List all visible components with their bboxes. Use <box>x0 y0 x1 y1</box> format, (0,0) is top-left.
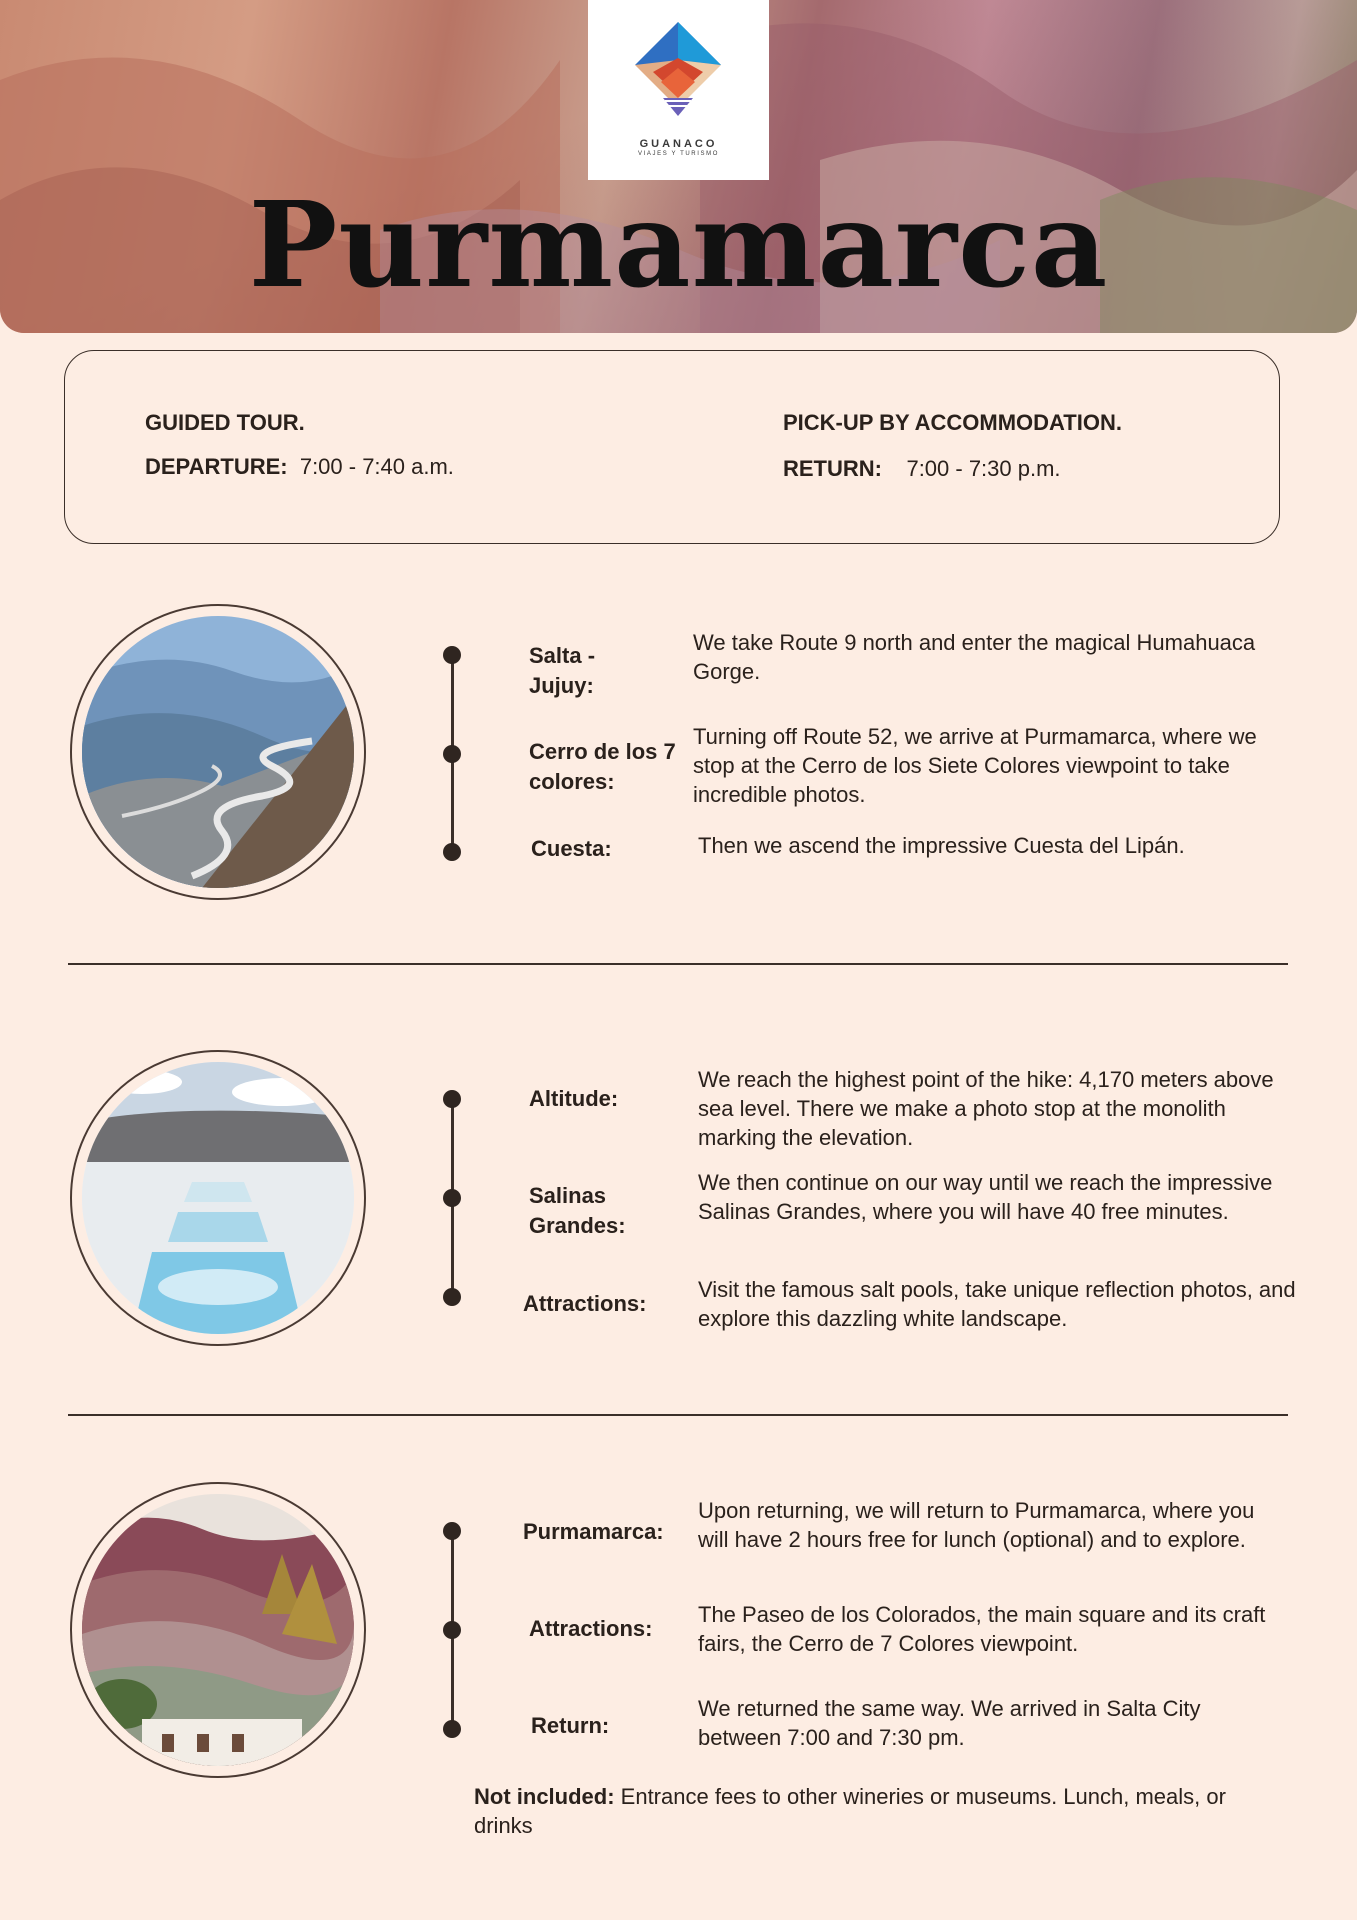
section-divider <box>68 963 1288 965</box>
stop-label: Altitude: <box>529 1086 619 1111</box>
section-1-photo <box>70 604 366 900</box>
tour-info-box <box>64 350 1280 544</box>
stop-label: Cerro de los 7 colores: <box>529 739 676 794</box>
stop-description: We then continue on our way until we reach the impressive Salinas Grandes, where you will have 40 free minutes. <box>698 1170 1273 1224</box>
timeline-dot <box>443 1621 461 1639</box>
not-included-text: Entrance fees to other wineries or museums. Lunch, meals, or drinks <box>474 1784 1226 1838</box>
stop-label: Attractions: <box>523 1291 647 1316</box>
return-info: RETURN: 7:00 - 7:30 p.m. <box>783 456 1061 481</box>
section-3-photo <box>70 1482 366 1778</box>
stop-label: Salinas Grandes: <box>529 1183 626 1238</box>
timeline-dot <box>443 1090 461 1108</box>
stop-description: Turning off Route 52, we arrive at Purmamarca, where we stop at the Cerro de los Siete Colores viewpoint to take incredible photos. <box>693 724 1257 807</box>
timeline-dot <box>443 1288 461 1306</box>
not-included-note <box>474 1782 1234 1840</box>
stop-label: Purmamarca: <box>523 1519 664 1544</box>
stop-label: Attractions: <box>529 1616 653 1641</box>
not-included-label: Not included: <box>474 1784 615 1809</box>
stop-label: Return: <box>531 1713 610 1738</box>
hero-banner <box>0 0 1357 333</box>
stop-description: We take Route 9 north and enter the magical Humahuaca Gorge. <box>693 630 1256 684</box>
pickup-heading: PICK-UP BY ACCOMMODATION. <box>783 410 1122 435</box>
logo-subtitle: VIAJES Y TURISMO <box>638 151 719 157</box>
guided-tour-heading: GUIDED TOUR. <box>145 410 305 435</box>
timeline-dot <box>443 646 461 664</box>
timeline-dot <box>443 1522 461 1540</box>
stop-description: Upon returning, we will return to Purmamarca, where you will have 2 hours free for lunch (optional) and to explore. <box>698 1498 1255 1552</box>
page-title: Purmamarca <box>248 175 1109 314</box>
winding-road-photo <box>82 616 354 888</box>
stop-description: Visit the famous salt pools, take unique reflection photos, and explore this dazzling white landscape. <box>698 1277 1296 1331</box>
stop-description: We returned the same way. We arrived in Salta City between 7:00 and 7:30 pm. <box>698 1696 1201 1750</box>
stop-description: Then we ascend the impressive Cuesta del Lipán. <box>698 833 1185 858</box>
logo-card <box>588 0 769 180</box>
stop-label: Salta - Jujuy: <box>529 643 596 698</box>
stop-description: The Paseo de los Colorados, the main square and its craft fairs, the Cerro de 7 Colores viewpoint. <box>698 1602 1266 1656</box>
departure-info: DEPARTURE: 7:00 - 7:40 a.m. <box>145 454 454 479</box>
guanaco-logo-icon <box>623 20 734 132</box>
timeline-dot <box>443 1189 461 1207</box>
section-2-photo <box>70 1050 366 1346</box>
timeline-dot <box>443 843 461 861</box>
timeline-dot <box>443 1720 461 1738</box>
stop-description: We reach the highest point of the hike: 4,170 meters above sea level. There we make a photo stop at the monolith marking the elevation. <box>698 1067 1274 1150</box>
stop-label: Cuesta: <box>531 836 612 861</box>
salt-flats-photo <box>82 1062 354 1334</box>
section-divider <box>68 1414 1288 1416</box>
timeline-dot <box>443 745 461 763</box>
colored-hill-photo <box>82 1494 354 1766</box>
logo-name: GUANACO <box>639 138 718 150</box>
